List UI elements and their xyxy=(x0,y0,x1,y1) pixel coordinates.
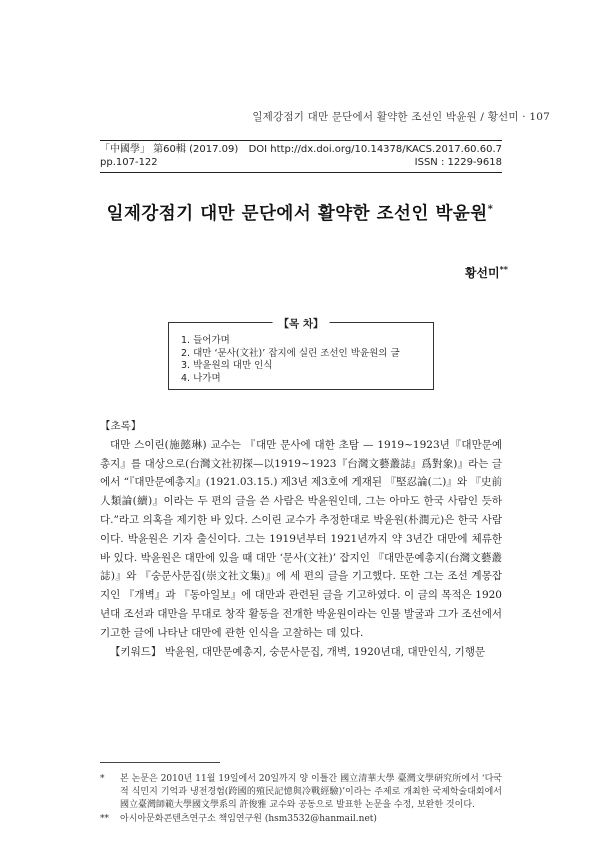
footnotes xyxy=(100,773,502,826)
toc-item: 2. 대만 ‘문사(文社)’ 잡지에 실린 조선인 박윤원의 글 xyxy=(181,347,400,359)
footnote-1 xyxy=(100,773,502,813)
toc-list xyxy=(181,335,400,385)
page-range: pp.107-122 xyxy=(100,157,158,168)
footnote-mark: ** xyxy=(100,813,109,824)
keywords: 【키워드】 박윤원, 대만문예총지, 숭문사문집, 개벽, 1920년대, 대만인식, 기행문 xyxy=(110,645,486,658)
paper-title-text: 일제강점기 대만 문단에서 활약한 조선인 박윤원 xyxy=(106,204,488,224)
abstract-label: 【초록】 xyxy=(100,420,142,432)
journal-info: 「中國學」 第60輯 (2017.09) xyxy=(100,144,239,155)
issn: ISSN : 1229-9618 xyxy=(414,157,502,168)
bibliographic-info xyxy=(100,140,502,173)
abstract-body: 대만 스이린(施懿琳) 교수는 『대만 문사에 대한 초탐 — 1919~1923년『대만문예총지』를 대상으로(台灣文社初探—以1919~1923『台灣文藝叢誌』爲對象)』라는 글에서 “『대만문예총지』(1921.03.15.) 제3년 제3호에 게재된 『堅忍論(二)』와 『史前人類論(續)』이라는 두 편의 글을 쓴 사람은 박윤원인데, 그는 아마도 한국 사람인 듯하다.”라고 의혹을 제기한 바 있다. 스이린 교수가 추정한대로 박윤원(朴潤元)은 한국 사람이다. 박윤원은 기자 출신이다. 그는 1919년부터 1921년까지 약 3년간 대만에 체류한 바 있다. 박윤원은 대만에 있을 때 대만 ‘문사(文社)’ 잡지인 『대만문예총지(台灣文藝叢誌)』와 『숭문사문집(崇文社文集)』에 세 편의 글을 기고했다. 또한 그는 조선 계몽잡지인 『개벽』과 『동아일보』에 대만과 관련된 글을 기고하였다. 이 글의 목적은 1920년대 조선과 대만을 무대로 창작 활동을 전개한 박윤원이라는 인물 발굴과 그가 조선에서 기고한 글에 나타난 대만에 관한 인식을 고찰하는 데 있다. xyxy=(100,438,502,639)
footnote-text: 본 논문은 2010년 11월 19일에서 20일까지 양 이틀간 國立清華大學 臺灣文學研究所에서 ‘다국적 식민지 기억과 냉전경험(跨國的殖民記憶與冷戰經驗)’이라는 주제로 개최한 국제학술대회에서 國立臺灣師範大學國文學系의 許俊雅 교수와 공동으로 발표한 논문을 수정, 보완한 것이다. xyxy=(120,774,502,811)
doi-link[interactable]: DOI http://dx.doi.org/10.14378/KACS.2017.60.60.7 xyxy=(248,144,502,155)
biblio-row-1 xyxy=(100,143,502,156)
toc-heading: 【목 차】 xyxy=(273,316,330,331)
toc-item: 1. 들어가며 xyxy=(181,335,230,346)
title-footnote-mark: * xyxy=(487,204,494,216)
footnote-2 xyxy=(100,813,502,826)
toc-item: 3. 박윤원의 대만 인식 xyxy=(181,360,273,371)
running-head: 일제강점기 대만 문단에서 활약한 조선인 박윤원 / 황선미 · 107 xyxy=(252,111,550,123)
author-footnote-mark: ** xyxy=(499,264,508,274)
toc-item: 4. 나가며 xyxy=(181,372,221,384)
table-of-contents xyxy=(168,318,434,390)
author-name: 황선미 xyxy=(464,266,500,280)
footnote-divider xyxy=(100,762,220,763)
footnote-mark: * xyxy=(100,774,105,784)
paper-title xyxy=(80,200,520,225)
author xyxy=(465,264,508,281)
abstract xyxy=(100,417,502,661)
footnote-text: 아시아문화콘텐츠연구소 책임연구원 (hsm3532@hanmail.net) xyxy=(120,813,377,824)
biblio-row-2 xyxy=(100,156,502,169)
